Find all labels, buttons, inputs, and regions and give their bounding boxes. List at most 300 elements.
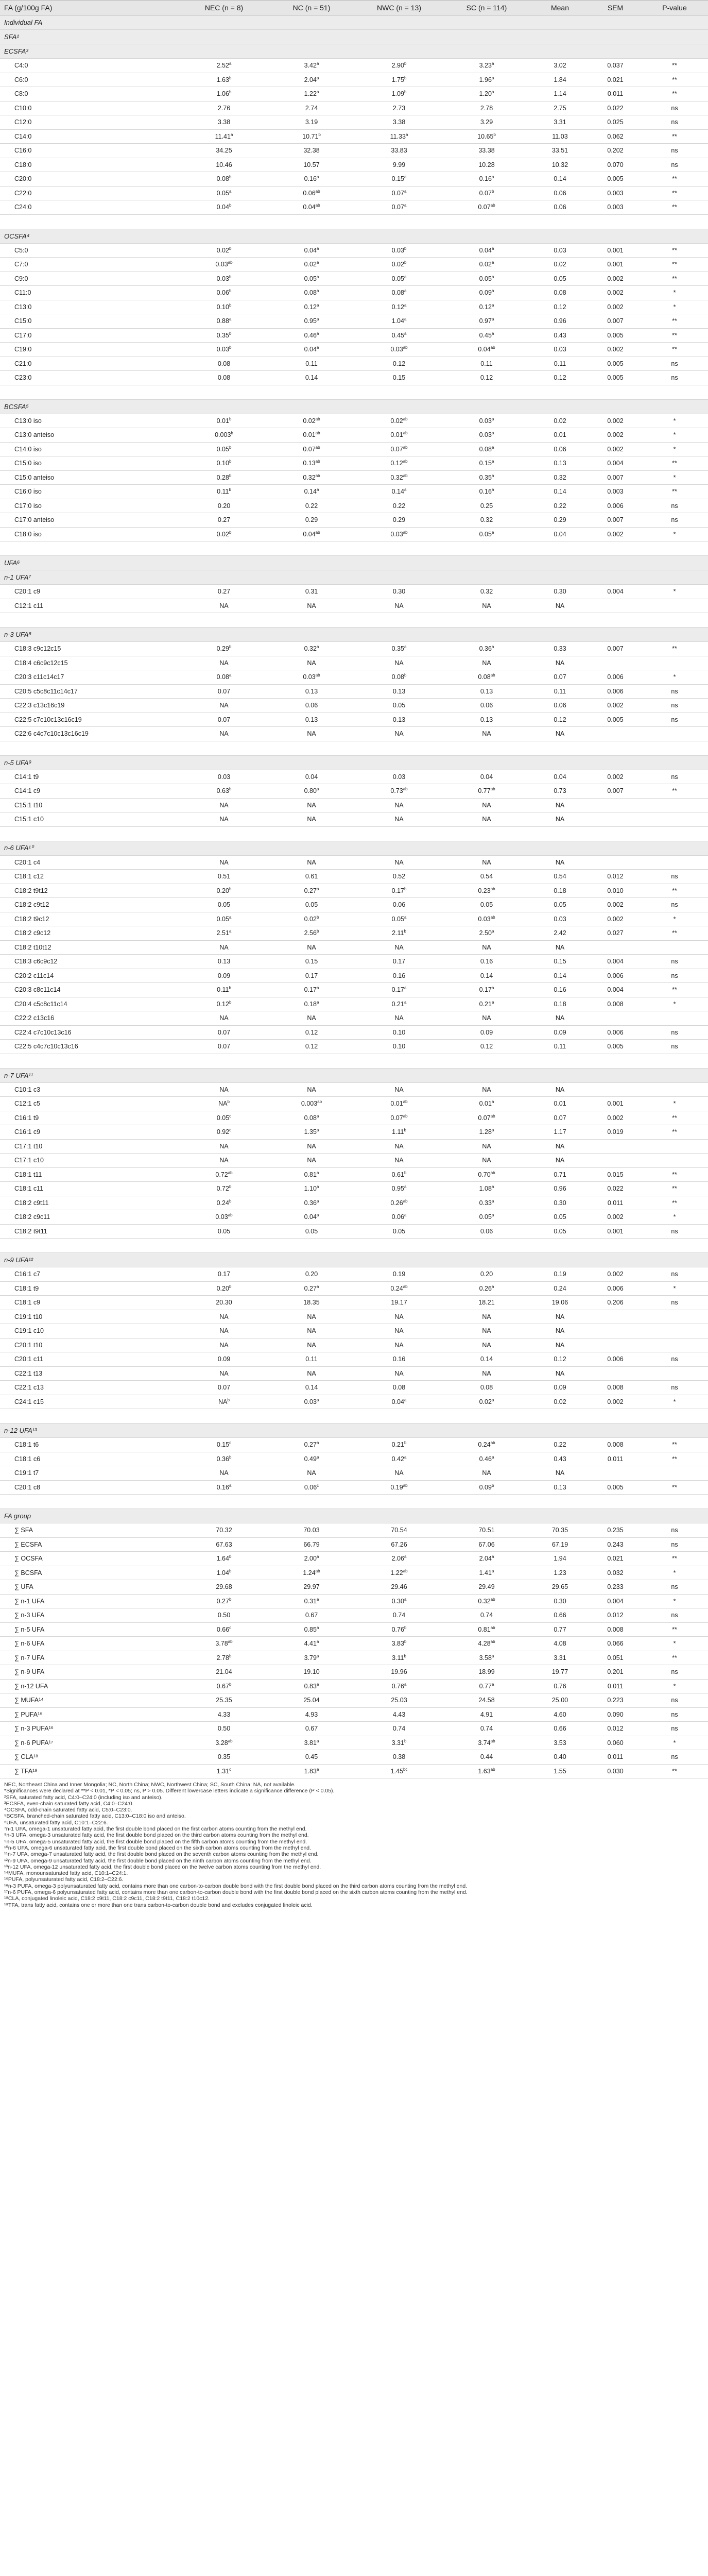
fa-label: C18:1 c12 <box>0 870 180 884</box>
p-value: * <box>641 527 708 541</box>
significance-letter: b <box>229 175 232 180</box>
sem-value: 0.022 <box>590 101 641 115</box>
fa-label: ∑ TFA¹⁹ <box>0 1764 180 1778</box>
region-value: NA <box>443 812 530 827</box>
table-row <box>0 1480 708 1495</box>
table-row <box>0 1111 708 1125</box>
fa-label: C14:1 c9 <box>0 784 180 799</box>
mean-value: 2.42 <box>530 926 590 941</box>
sem-value: 0.008 <box>590 997 641 1011</box>
region-value: NA <box>180 798 268 812</box>
significance-letter: b <box>404 75 407 80</box>
region-value: NA <box>443 656 530 670</box>
region-value: 1.31$^c$ <box>180 1764 268 1778</box>
footnote: ¹⁸CLA, conjugated linoleic acid, C18:2 c9t11, C18:2 c9c11, C18:2 t9t11, C18:2 t10c12. <box>4 1895 210 1902</box>
p-value: * <box>641 1097 708 1111</box>
region-value: 0.24$^{ab}$ <box>355 1281 443 1296</box>
sem-value: 0.002 <box>590 898 641 912</box>
sem-value: 0.001 <box>590 1097 641 1111</box>
significance-letter: a <box>316 302 319 308</box>
footnote: *Significances were declared at **P < 0.01, *P < 0.05; ns, P > 0.05. Different lowercase letters indicate a significance difference (P < 0.05). <box>4 1788 335 1794</box>
table-row <box>0 812 708 827</box>
region-value: 1.63$^b$ <box>180 73 268 87</box>
mean-value: 0.19 <box>530 1267 590 1282</box>
table-row <box>0 1736 708 1750</box>
table-row <box>0 1466 708 1481</box>
mean-value: 0.05 <box>530 272 590 286</box>
region-value: 1.28$^a$ <box>443 1125 530 1140</box>
table-row <box>0 884 708 898</box>
footnote: ⁵BCSFA, branched-chain saturated fatty acid, C13:0–C18:0 iso and anteiso. <box>4 1813 186 1820</box>
region-value: 0.09 <box>443 1025 530 1040</box>
region-value: 0.44 <box>443 1750 530 1765</box>
p-value: ns <box>641 1693 708 1708</box>
region-value: 0.16 <box>355 1352 443 1367</box>
footnote: ¹⁵PUFA, polyunsaturated fatty acid, C18:2–C22:6. <box>4 1876 124 1883</box>
region-value: 2.90$^b$ <box>355 59 443 73</box>
sem-value: 0.005 <box>590 172 641 187</box>
p-value: * <box>641 428 708 443</box>
header-cell: P-value <box>641 1 708 15</box>
mean-value: 19.06 <box>530 1296 590 1310</box>
region-value: 0.10$^b$ <box>180 300 268 314</box>
region-value: NA <box>268 1338 355 1352</box>
p-value: ns <box>641 684 708 699</box>
region-value: 0.35$^a$ <box>443 470 530 485</box>
table-row <box>0 1352 708 1367</box>
mean-value: 0.12 <box>530 300 590 314</box>
mean-value: 0.14 <box>530 172 590 187</box>
region-value: 0.72$^b$ <box>180 1182 268 1196</box>
mean-value: 1.14 <box>530 87 590 101</box>
region-value: 0.02$^a$ <box>268 258 355 272</box>
region-value: 0.05$^a$ <box>180 186 268 200</box>
section-label: n-3 UFA⁸ <box>0 628 708 642</box>
region-value: 0.07$^{ab}$ <box>355 442 443 456</box>
p-value: ** <box>641 1196 708 1210</box>
sem-value <box>590 798 641 812</box>
significance-letter: a <box>405 132 408 137</box>
significance-letter: ab <box>315 416 320 421</box>
region-value: 3.28$^{ab}$ <box>180 1736 268 1750</box>
region-value: NA <box>268 798 355 812</box>
sem-value: 0.006 <box>590 1025 641 1040</box>
p-value <box>641 1310 708 1324</box>
region-value: 0.02$^{ab}$ <box>268 414 355 428</box>
p-value: ** <box>641 1182 708 1196</box>
mean-value: 0.13 <box>530 1480 590 1495</box>
mean-value: 0.18 <box>530 884 590 898</box>
significance-letter: b <box>229 530 232 535</box>
sem-value: 0.002 <box>590 912 641 926</box>
region-value: 0.46$^a$ <box>443 1452 530 1466</box>
table-row <box>0 73 708 87</box>
region-value: 0.10 <box>355 1040 443 1054</box>
table-header-row <box>0 1 708 15</box>
sem-value: 0.005 <box>590 371 641 385</box>
section-header-row <box>0 570 708 585</box>
significance-letter: ab <box>228 1170 233 1175</box>
p-value: ** <box>641 243 708 258</box>
region-value: 0.22 <box>355 499 443 513</box>
region-value: 0.04$^a$ <box>443 243 530 258</box>
fa-label: C16:1 c7 <box>0 1267 180 1282</box>
significance-letter: a <box>491 331 494 336</box>
section-label: UFA⁶ <box>0 556 708 570</box>
region-value: 0.31 <box>268 585 355 599</box>
p-value <box>641 599 708 613</box>
significance-letter: a <box>316 345 319 350</box>
region-value: 0.20 <box>268 1267 355 1282</box>
region-value: 1.24$^{ab}$ <box>268 1566 355 1580</box>
table-row <box>0 997 708 1011</box>
region-value: 0.02$^a$ <box>443 1395 530 1409</box>
fa-label: C20:1 c9 <box>0 585 180 599</box>
significance-letter: b <box>229 1653 232 1658</box>
sem-value: 0.002 <box>590 428 641 443</box>
significance-letter: a <box>491 929 494 934</box>
region-value: 0.12$^b$ <box>180 997 268 1011</box>
region-value: 0.05 <box>355 699 443 713</box>
fa-label: C18:2 t9t12 <box>0 884 180 898</box>
table-row <box>0 1523 708 1538</box>
significance-letter: a <box>404 203 407 208</box>
significance-letter: b <box>229 1284 232 1289</box>
table-row <box>0 1707 708 1722</box>
table-row <box>0 1722 708 1736</box>
table-row <box>0 200 708 215</box>
significance-letter: b <box>404 1738 407 1743</box>
region-value: 0.80$^a$ <box>268 784 355 799</box>
fa-label: C17:1 c10 <box>0 1154 180 1168</box>
p-value: ns <box>641 955 708 969</box>
mean-value: 4.08 <box>530 1637 590 1651</box>
region-value: 0.12 <box>268 1040 355 1054</box>
fa-label: C22:1 c13 <box>0 1381 180 1395</box>
significance-letter: a <box>404 999 407 1005</box>
mean-value: 33.51 <box>530 144 590 158</box>
sem-value: 0.006 <box>590 670 641 685</box>
p-value <box>641 798 708 812</box>
mean-value: NA <box>530 940 590 955</box>
region-value: 10.28 <box>443 158 530 172</box>
significance-letter: b <box>229 487 231 493</box>
region-value: 0.50 <box>180 1722 268 1736</box>
region-value: 0.05 <box>180 898 268 912</box>
sem-value: 0.006 <box>590 684 641 699</box>
region-value: 0.21$^b$ <box>355 1438 443 1452</box>
mean-value: 0.05 <box>530 1224 590 1239</box>
significance-letter: a <box>316 999 319 1005</box>
region-value: 0.23$^{ab}$ <box>443 884 530 898</box>
region-value: NA <box>355 1082 443 1097</box>
region-value: 0.12$^a$ <box>268 300 355 314</box>
table-row <box>0 642 708 656</box>
p-value: * <box>641 442 708 456</box>
significance-letter: b <box>404 1625 407 1630</box>
p-value: * <box>641 1679 708 1693</box>
region-value: 0.26$^{ab}$ <box>355 1196 443 1210</box>
region-value: 0.20 <box>180 499 268 513</box>
mean-value: 0.15 <box>530 955 590 969</box>
significance-letter: c <box>229 1128 232 1133</box>
section-header-row <box>0 1068 708 1082</box>
region-value: 32.38 <box>268 144 355 158</box>
table-row <box>0 1011 708 1026</box>
fa-label: C20:5 c5c8c11c14c17 <box>0 684 180 699</box>
sem-value <box>590 1082 641 1097</box>
table-row <box>0 1381 708 1395</box>
fa-label: C18:0 iso <box>0 527 180 541</box>
table-row <box>0 926 708 941</box>
footnote: ¹⁶n-3 PUFA, omega-3 polyunsaturated fatty acid, contains more than one carbon-to-carbon double bond with the first double bond placed on the third carbon atoms counting from the methyl end. <box>4 1883 468 1889</box>
p-value: * <box>641 470 708 485</box>
fa-label: ∑ OCSFA <box>0 1552 180 1566</box>
significance-letter: b <box>227 1397 230 1402</box>
region-value: 0.13 <box>443 713 530 727</box>
table-row <box>0 855 708 870</box>
significance-letter: ab <box>403 1113 408 1118</box>
fa-label: C18:2 c9t12 <box>0 898 180 912</box>
region-value: 0.11 <box>268 357 355 371</box>
p-value: ** <box>641 784 708 799</box>
region-value: 0.32$^{ab}$ <box>355 470 443 485</box>
region-value: 2.11$^b$ <box>355 926 443 941</box>
table-row <box>0 1366 708 1381</box>
significance-letter: a <box>316 246 319 251</box>
significance-letter: a <box>229 929 232 934</box>
region-value: 0.32$^a$ <box>268 642 355 656</box>
mean-value: 0.22 <box>530 1438 590 1452</box>
fa-label: C15:1 c10 <box>0 812 180 827</box>
footnote: ¹⁹TFA, trans fatty acid, contains one or more than one trans carbon-to-carbon double bond and excludes conjugated linoleic acid. <box>4 1902 313 1908</box>
fa-label: C17:0 iso <box>0 499 180 513</box>
p-value: * <box>641 1395 708 1409</box>
spacer-row <box>0 826 708 841</box>
region-value: 0.10$^b$ <box>180 456 268 471</box>
region-value: 0.05 <box>268 1224 355 1239</box>
region-value: NA <box>180 599 268 613</box>
significance-letter: a <box>491 986 494 991</box>
p-value: ** <box>641 172 708 187</box>
significance-letter: ab <box>490 1170 495 1175</box>
sem-value: 0.002 <box>590 300 641 314</box>
significance-letter: a <box>491 246 494 251</box>
section-label: n-12 UFA¹³ <box>0 1423 708 1438</box>
mean-value: 25.00 <box>530 1693 590 1708</box>
table-row <box>0 1693 708 1708</box>
table-row <box>0 1679 708 1693</box>
significance-letter: a <box>491 289 494 294</box>
region-value: 0.05$^a$ <box>443 527 530 541</box>
significance-letter: ab <box>315 445 320 450</box>
p-value: ns <box>641 1707 708 1722</box>
region-value: 0.05 <box>355 1224 443 1239</box>
table-row <box>0 1452 708 1466</box>
mean-value: NA <box>530 599 590 613</box>
mean-value: 0.09 <box>530 1381 590 1395</box>
region-value: 0.16 <box>355 969 443 983</box>
p-value: * <box>641 912 708 926</box>
p-value: ** <box>641 1167 708 1182</box>
region-value: 21.04 <box>180 1665 268 1680</box>
sem-value: 0.005 <box>590 328 641 343</box>
fa-label: C14:0 <box>0 129 180 144</box>
region-value: 33.38 <box>443 144 530 158</box>
p-value: * <box>641 670 708 685</box>
region-value: NA <box>268 1082 355 1097</box>
table-row <box>0 314 708 329</box>
fa-label: ∑ n-7 UFA <box>0 1651 180 1665</box>
significance-letter: ab <box>315 473 320 478</box>
significance-letter: a <box>316 1554 319 1560</box>
mean-value: 0.14 <box>530 969 590 983</box>
section-header-row <box>0 399 708 414</box>
region-value: 0.21$^a$ <box>443 997 530 1011</box>
fa-label: C16:0 iso <box>0 485 180 499</box>
region-value: 0.16$^a$ <box>180 1480 268 1495</box>
p-value: ns <box>641 1352 708 1367</box>
p-value: ns <box>641 144 708 158</box>
mean-value: 0.73 <box>530 784 590 799</box>
table-row <box>0 527 708 541</box>
fa-label: C21:0 <box>0 357 180 371</box>
significance-letter: a <box>316 1440 319 1446</box>
region-value: 0.06 <box>268 699 355 713</box>
table-row <box>0 286 708 300</box>
fa-label: C13:0 anteiso <box>0 428 180 443</box>
p-value: * <box>641 585 708 599</box>
region-value: 0.08$^b$ <box>355 670 443 685</box>
region-value: 18.35 <box>268 1296 355 1310</box>
region-value: 0.17 <box>268 969 355 983</box>
significance-letter: a <box>404 1597 407 1602</box>
significance-letter: a <box>491 1554 494 1560</box>
table-row <box>0 1566 708 1580</box>
mean-value: 0.24 <box>530 1281 590 1296</box>
sem-value: 0.202 <box>590 144 641 158</box>
region-value: 0.95$^a$ <box>268 314 355 329</box>
header-cell: SC (n = 114) <box>443 1 530 15</box>
region-value: 0.07 <box>180 1381 268 1395</box>
table-row <box>0 1267 708 1282</box>
fa-label: C18:2 c9c12 <box>0 926 180 941</box>
significance-letter: ab <box>490 1113 495 1118</box>
region-value: 0.17$^b$ <box>355 884 443 898</box>
region-value: 70.03 <box>268 1523 355 1538</box>
significance-letter: a <box>316 1653 319 1658</box>
region-value: 19.96 <box>355 1665 443 1680</box>
sem-value: 0.019 <box>590 1125 641 1140</box>
region-value: 0.17$^a$ <box>268 983 355 997</box>
significance-letter: a <box>230 132 233 137</box>
mean-value: 0.43 <box>530 328 590 343</box>
sem-value: 0.011 <box>590 1196 641 1210</box>
region-value: NA <box>355 599 443 613</box>
mean-value: 0.13 <box>530 456 590 471</box>
region-value: NA <box>443 1011 530 1026</box>
sem-value: 0.006 <box>590 1352 641 1367</box>
region-value: 0.06 <box>443 699 530 713</box>
region-value: 0.24$^{ab}$ <box>443 1438 530 1452</box>
significance-letter: ab <box>403 459 408 464</box>
region-value: 1.41$^a$ <box>443 1566 530 1580</box>
region-value: 1.35$^a$ <box>268 1125 355 1140</box>
fa-label: C18:2 c9c11 <box>0 1210 180 1225</box>
significance-letter: ab <box>315 189 320 194</box>
region-value: NA <box>443 1310 530 1324</box>
mean-value: 29.65 <box>530 1580 590 1595</box>
region-value: 0.97$^a$ <box>443 314 530 329</box>
significance-letter: a <box>491 459 494 464</box>
region-value: 0.05$^a$ <box>355 912 443 926</box>
significance-letter: a <box>491 1568 494 1573</box>
significance-letter: a <box>491 61 494 66</box>
mean-value: NA <box>530 1011 590 1026</box>
significance-letter: b <box>491 189 494 194</box>
p-value: * <box>641 997 708 1011</box>
region-value: 0.07$^{ab}$ <box>355 1111 443 1125</box>
mean-value: 1.55 <box>530 1764 590 1778</box>
region-value: 0.21$^a$ <box>355 997 443 1011</box>
region-value: NA <box>180 812 268 827</box>
sem-value: 0.062 <box>590 129 641 144</box>
mean-value: 11.03 <box>530 129 590 144</box>
region-value: 2.76 <box>180 101 268 115</box>
fa-label: C18:1 c9 <box>0 1296 180 1310</box>
significance-letter: a <box>491 302 494 308</box>
significance-letter: a <box>404 274 407 279</box>
fa-label: C15:0 anteiso <box>0 470 180 485</box>
sem-value: 0.027 <box>590 926 641 941</box>
p-value <box>641 940 708 955</box>
table-row <box>0 1438 708 1452</box>
sem-value: 0.243 <box>590 1537 641 1552</box>
table-row <box>0 1764 708 1778</box>
mean-value: NA <box>530 1139 590 1154</box>
table-row <box>0 499 708 513</box>
table-row <box>0 798 708 812</box>
region-value: 3.58$^a$ <box>443 1651 530 1665</box>
region-value: NA <box>355 1466 443 1481</box>
mean-value: 2.75 <box>530 101 590 115</box>
region-value: 0.03$^{ab}$ <box>355 527 443 541</box>
region-value: NA <box>180 1366 268 1381</box>
sem-value: 0.012 <box>590 870 641 884</box>
region-value: NA <box>443 1338 530 1352</box>
table-row <box>0 428 708 443</box>
significance-letter: b <box>229 289 232 294</box>
region-value: NA <box>355 855 443 870</box>
fa-label: ∑ n-9 UFA <box>0 1665 180 1680</box>
table-row <box>0 955 708 969</box>
p-value <box>641 1366 708 1381</box>
p-value: ns <box>641 898 708 912</box>
region-value: 0.08$^a$ <box>268 1111 355 1125</box>
section-header-row <box>0 30 708 44</box>
region-value: NA <box>180 940 268 955</box>
sem-value: 0.002 <box>590 1267 641 1282</box>
sem-value: 0.233 <box>590 1580 641 1595</box>
p-value: ** <box>641 87 708 101</box>
mean-value: 0.32 <box>530 470 590 485</box>
p-value: ** <box>641 1125 708 1140</box>
p-value: ns <box>641 870 708 884</box>
significance-letter: b <box>229 445 232 450</box>
table-row <box>0 585 708 599</box>
table-row <box>0 272 708 286</box>
region-value: 0.14 <box>268 371 355 385</box>
